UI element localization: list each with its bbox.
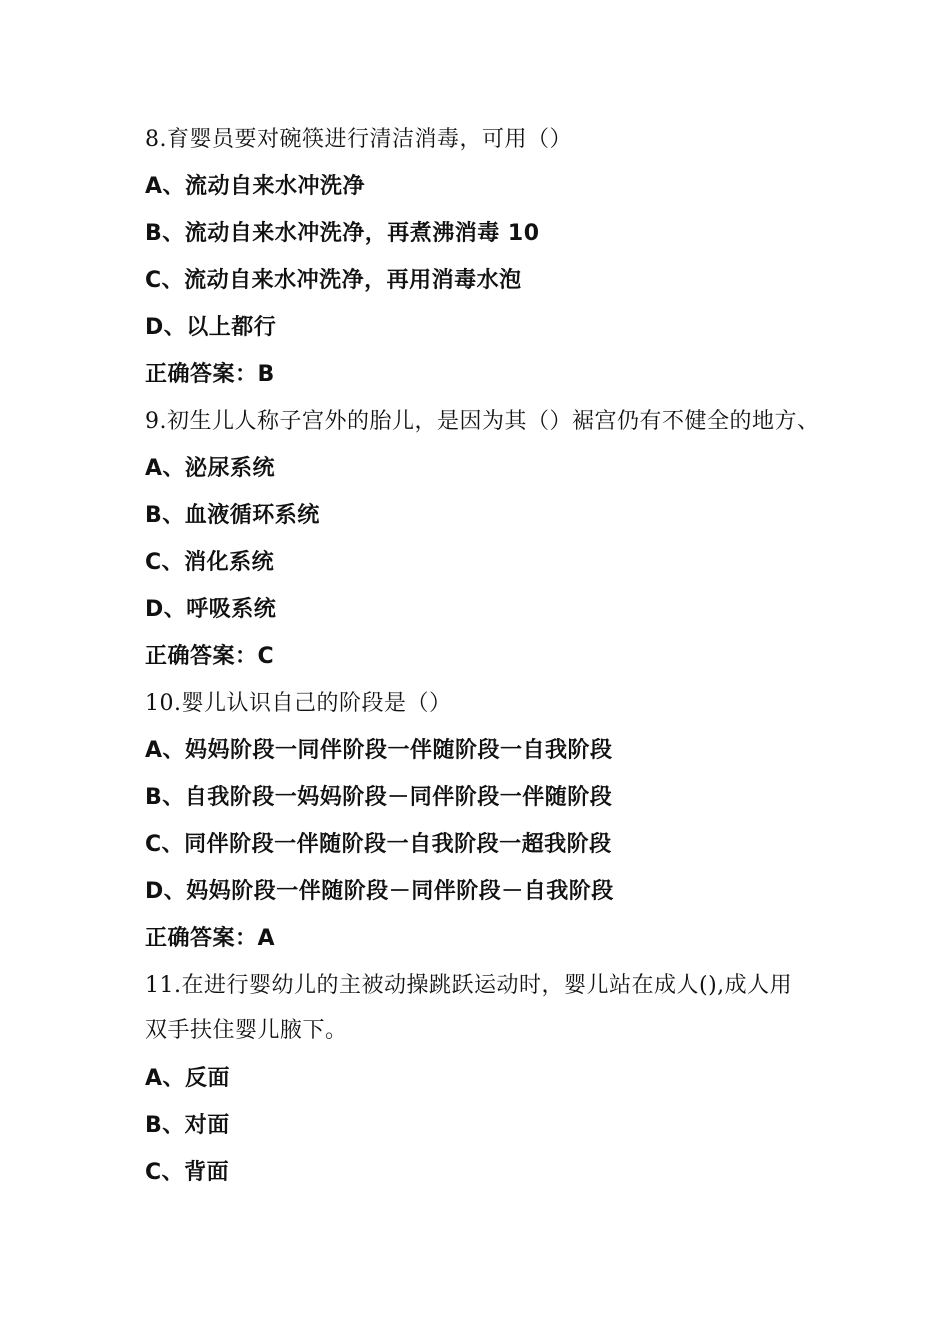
question-8-answer: 正确答案：B [145, 362, 275, 387]
question-8-option-c: C、流动自来水冲洗净，再用消毒水泡 [145, 268, 522, 293]
question-8-stem: 8.育婴员要对碗筷进行清洁消毒，可用（） [145, 127, 572, 152]
question-9-answer: 正确答案：C [145, 644, 275, 669]
question-10-answer: 正确答案：A [145, 926, 276, 951]
question-10-option-a: A、妈妈阶段一同伴阶段一伴随阶段一自我阶段 [145, 738, 613, 763]
question-11-stem-line-1: 11.在进行婴幼儿的主被动操跳跃运动时，婴儿站在成人(),成人用 [145, 973, 793, 998]
question-10-option-c: C、同伴阶段一伴随阶段一自我阶段一超我阶段 [145, 832, 612, 857]
question-8-option-d: D、以上都行 [145, 315, 277, 340]
question-9-option-c: C、消化系统 [145, 550, 275, 575]
question-9-option-b: B、血液循环系统 [145, 503, 320, 528]
question-9-stem: 9.初生儿人称子宫外的胎儿，是因为其（）裾宫仍有不健全的地方、 [145, 409, 820, 434]
question-10-stem: 10.婴儿认识自己的阶段是（） [145, 691, 452, 716]
question-8-option-b: B、流动自来水冲洗净，再煮沸消毒 10 [145, 221, 540, 246]
question-11-option-c: C、背面 [145, 1160, 230, 1185]
question-10-option-b: B、自我阶段一妈妈阶段－同伴阶段一伴随阶段 [145, 785, 613, 810]
question-11-stem-line-2: 双手扶住婴儿腋下。 [145, 1018, 348, 1043]
question-8-option-a: A、流动自来水冲洗净 [145, 174, 366, 199]
question-9-option-a: A、泌尿系统 [145, 456, 276, 481]
question-10-option-d: D、妈妈阶段一伴随阶段－同伴阶段－自我阶段 [145, 879, 614, 904]
question-11-option-b: B、对面 [145, 1113, 230, 1138]
question-9-option-d: D、呼吸系统 [145, 597, 277, 622]
question-11-option-a: A、反面 [145, 1066, 231, 1091]
